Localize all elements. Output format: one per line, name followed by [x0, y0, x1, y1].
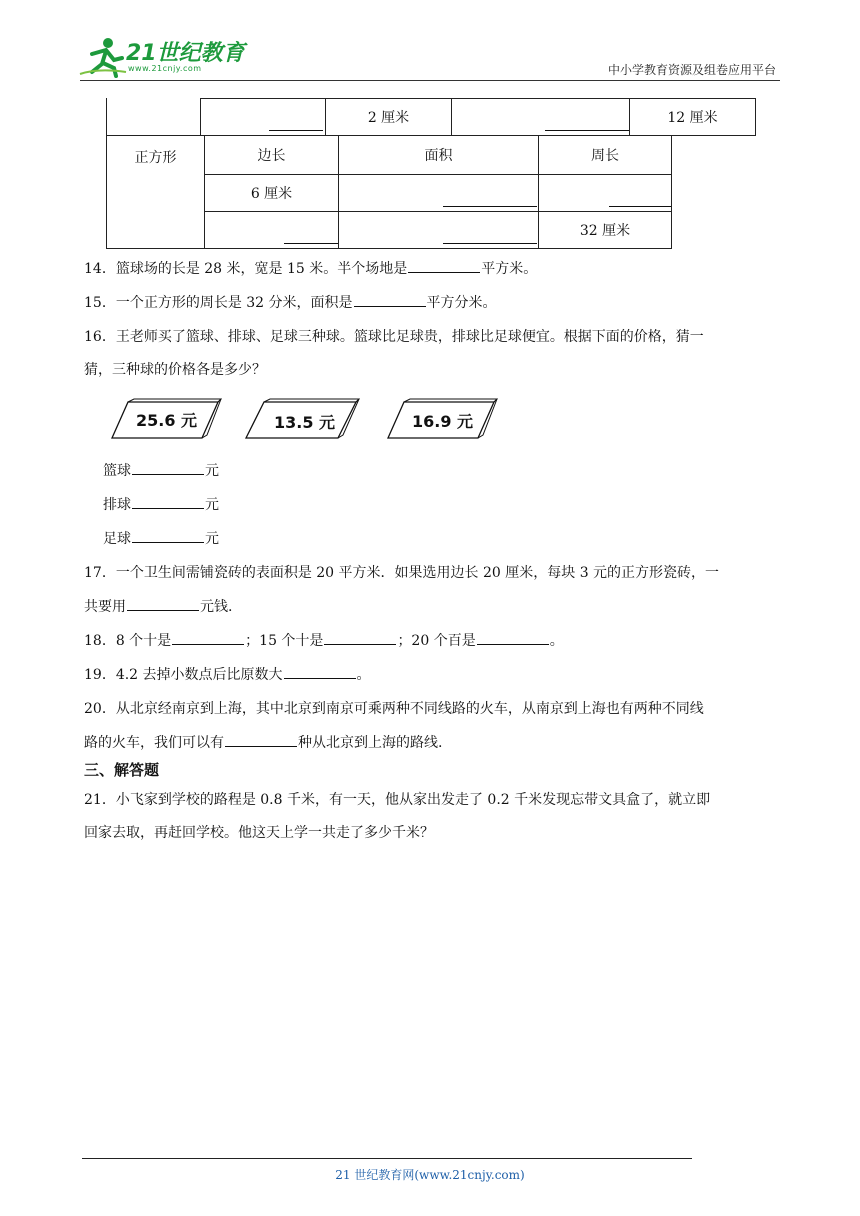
- answer-blank[interactable]: [132, 460, 204, 475]
- answer-blank[interactable]: [354, 292, 426, 307]
- table-cell: 12 厘米: [629, 98, 756, 136]
- answer-blank[interactable]: [477, 630, 549, 645]
- question-16-line2: 猜，三种球的价格各是多少？: [84, 362, 266, 378]
- footer-link[interactable]: 21 世纪教育网(www.21cnjy.com): [335, 1168, 525, 1182]
- table-header-perimeter: 周长: [538, 135, 672, 175]
- price-box-2: [244, 398, 360, 446]
- question-17-line2: 共要用 元钱.: [84, 596, 232, 616]
- section-title: 三、解答题: [84, 761, 160, 779]
- question-21-line2: 回家去取，再赶回学校。他这天上学一共走了多少千米？: [84, 825, 434, 841]
- question-17-line1: 17．一个卫生间需铺瓷砖的表面积是 20 平方米．如果选用边长 20 厘米，每块 3 元的正方形瓷砖，一: [84, 565, 720, 581]
- question-16-line1: 16．王老师买了篮球、排球、足球三种球。篮球比足球贵，排球比足球便宜。根据下面的价格，猜一: [84, 329, 704, 345]
- answer-blank[interactable]: [132, 494, 204, 509]
- answer-blank[interactable]: [172, 630, 244, 645]
- question-20-line1: 20．从北京经南京到上海，其中北京到南京可乘两种不同线路的火车，从南京到上海也有两种不同线: [84, 701, 704, 717]
- table-cell: 6 厘米: [204, 174, 339, 212]
- table-cell: 32 厘米: [538, 211, 672, 249]
- question-18: 18．8 个十是 ；15 个十是 ；20 个百是 。: [84, 630, 564, 650]
- table-cell-blank: [338, 211, 539, 249]
- table-cell-blank: [204, 211, 339, 249]
- header-platform-text: 中小学教育资源及组卷应用平台: [607, 63, 776, 77]
- header-divider: [80, 80, 780, 81]
- table-cell: 2 厘米: [325, 98, 452, 136]
- table-cell-blank: [538, 174, 672, 212]
- question-14: 14．篮球场的长是 28 米，宽是 15 米。半个场地是 平方米。: [84, 258, 537, 278]
- answer-blank[interactable]: [408, 258, 480, 273]
- answer-football: 足球 元: [103, 528, 219, 548]
- question-15: 15．一个正方形的周长是 32 分米，面积是 平方分米。: [84, 292, 497, 312]
- answer-blank[interactable]: [284, 664, 356, 679]
- price-label: 25.6 元: [136, 411, 198, 430]
- table-cell-blank: [338, 174, 539, 212]
- price-label: 16.9 元: [412, 412, 474, 431]
- table-header-side: 边长: [204, 135, 339, 175]
- answer-blank[interactable]: [225, 732, 297, 747]
- table-row-label: 正方形: [106, 135, 205, 249]
- logo-runner-icon: [78, 34, 128, 78]
- logo-subtitle: www.21cnjy.com: [128, 64, 202, 73]
- question-21-line1: 21．小飞家到学校的路程是 0.8 千米，有一天，他从家出发走了 0.2 千米发现忘带文具盒了，就立即: [84, 792, 711, 808]
- question-19: 19．4.2 去掉小数点后比原数大 。: [84, 664, 371, 684]
- footer-divider: [82, 1158, 692, 1159]
- price-box-1: [110, 398, 222, 446]
- table-cell-blank: [451, 98, 630, 136]
- price-label: 13.5 元: [274, 413, 336, 432]
- answer-volleyball: 排球 元: [103, 494, 219, 514]
- table-cell-empty-label: [106, 98, 201, 136]
- logo-title: 21世纪教育: [126, 41, 245, 66]
- answer-basketball: 篮球 元: [103, 460, 219, 480]
- answer-blank[interactable]: [324, 630, 396, 645]
- answer-blank[interactable]: [132, 528, 204, 543]
- answer-blank[interactable]: [127, 596, 199, 611]
- table-cell-blank: [200, 98, 326, 136]
- question-20-line2: 路的火车，我们可以有 种从北京到上海的路线.: [84, 732, 442, 752]
- price-box-3: [386, 398, 498, 446]
- table-header-area: 面积: [338, 135, 539, 175]
